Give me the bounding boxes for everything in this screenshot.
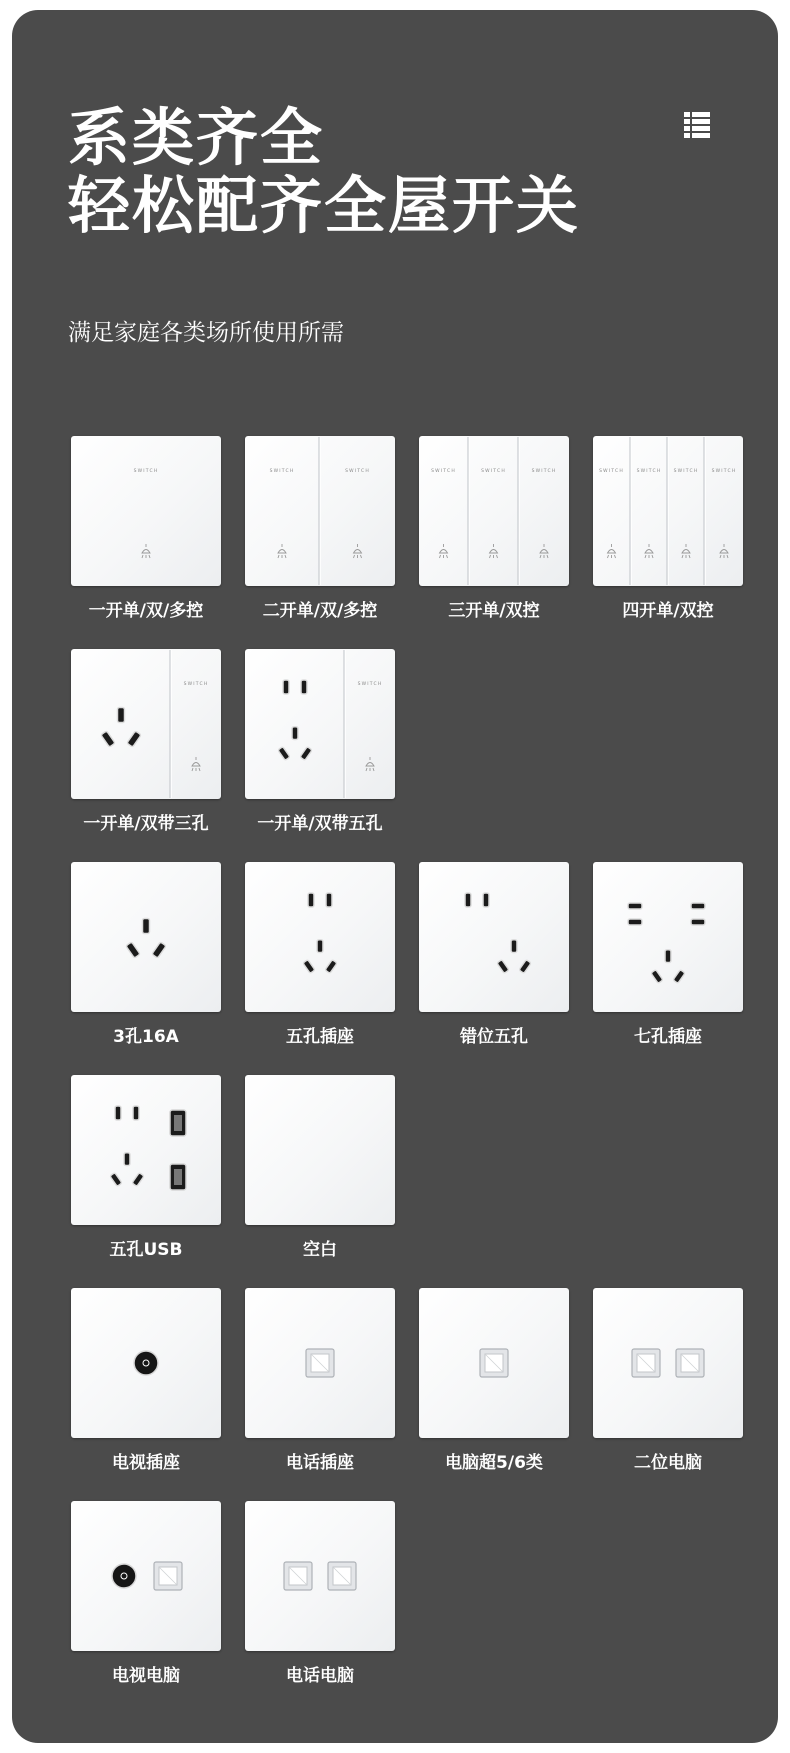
product-label: 二位电脑	[634, 1453, 702, 1473]
product-label: 一开单/双带三孔	[83, 814, 209, 834]
panel-graphic	[71, 649, 221, 799]
product-panel-switch-5hole	[245, 649, 395, 799]
product-panel-phone-computer	[245, 1501, 395, 1651]
product-item[interactable]	[245, 1075, 395, 1261]
page-title	[68, 101, 581, 242]
product-label: 七孔插座	[634, 1027, 702, 1047]
product-item[interactable]	[71, 1501, 221, 1687]
panel-graphic	[245, 1075, 395, 1225]
switch-text: SWITCH	[636, 469, 662, 474]
switch-text: SWITCH	[269, 469, 295, 474]
product-label: 三开单/双控	[448, 601, 540, 621]
product-panel-computer-2	[593, 1288, 743, 1438]
page-subtitle: 满足家庭各类场所使用所需	[68, 320, 344, 346]
list-icon-glyph	[684, 112, 710, 138]
two-hole-socket	[465, 893, 489, 907]
product-panel-socket-7hole	[593, 862, 743, 1012]
network-port-icon	[154, 1562, 182, 1590]
product-item[interactable]	[593, 1288, 743, 1474]
switch-text: SWITCH	[711, 469, 737, 474]
product-panel-tv-computer	[71, 1501, 221, 1651]
switch-key[interactable]	[358, 681, 383, 771]
product-panel-socket-5hole-usb	[71, 1075, 221, 1225]
product-label: 五孔插座	[286, 1027, 354, 1047]
product-item[interactable]	[71, 649, 221, 835]
switch-text: SWITCH	[599, 469, 624, 474]
two-hole-socket	[628, 903, 642, 925]
switch-key[interactable]	[481, 468, 506, 558]
light-icon	[192, 757, 200, 771]
panel-graphic	[593, 862, 743, 1012]
panel-graphic	[245, 1288, 395, 1438]
product-label: 电视电脑	[112, 1666, 180, 1686]
product-item[interactable]	[419, 1288, 569, 1474]
tv-port-icon	[112, 1564, 136, 1588]
product-panel-blank	[245, 1075, 395, 1225]
light-icon	[540, 544, 548, 558]
switch-text: SWITCH	[531, 469, 557, 474]
network-port-icon	[676, 1349, 704, 1377]
panel-graphic	[419, 1288, 569, 1438]
product-panel-tv	[71, 1288, 221, 1438]
product-item[interactable]	[593, 436, 743, 622]
switch-key[interactable]	[431, 468, 456, 558]
panel-graphic	[419, 436, 569, 586]
panel-graphic	[245, 1501, 395, 1651]
two-hole-socket	[283, 680, 307, 694]
product-label: 电话电脑	[286, 1666, 354, 1686]
network-port-icon	[632, 1349, 660, 1377]
switch-key[interactable]	[345, 468, 370, 558]
switch-key[interactable]	[712, 468, 737, 558]
title-line-2: 轻松配齐全屋开关	[68, 169, 581, 242]
three-hole-socket	[497, 940, 531, 974]
panel-graphic	[245, 862, 395, 1012]
switch-text: SWITCH	[357, 682, 383, 687]
light-icon	[720, 544, 728, 558]
product-item[interactable]	[593, 862, 743, 1048]
switch-text: SWITCH	[481, 469, 506, 474]
product-label: 五孔USB	[109, 1240, 183, 1260]
product-item[interactable]	[245, 436, 395, 622]
product-label: 电话插座	[286, 1453, 354, 1473]
light-icon	[366, 757, 374, 771]
switch-text: SWITCH	[133, 469, 159, 474]
two-hole-socket	[691, 903, 705, 925]
product-item[interactable]	[245, 862, 395, 1048]
two-hole-socket	[115, 1106, 139, 1120]
switch-key[interactable]	[270, 468, 295, 558]
product-label: 二开单/双/多控	[262, 601, 378, 621]
panel-graphic	[71, 436, 221, 586]
product-panel-socket-5hole-offset	[419, 862, 569, 1012]
product-item[interactable]	[71, 436, 221, 622]
panel-graphic	[71, 1288, 221, 1438]
light-icon	[682, 544, 690, 558]
panel-graphic	[71, 1075, 221, 1225]
three-hole-socket	[110, 1153, 144, 1187]
two-hole-socket	[308, 893, 332, 907]
product-label: 3孔16A	[113, 1027, 179, 1047]
three-hole-socket	[651, 950, 685, 984]
switch-key[interactable]	[674, 468, 699, 558]
product-item[interactable]	[71, 862, 221, 1048]
product-panel-phone	[245, 1288, 395, 1438]
switch-key[interactable]	[637, 468, 662, 558]
light-icon	[354, 544, 362, 558]
switch-key[interactable]	[532, 468, 557, 558]
usb-port-icon	[170, 1164, 186, 1190]
usb-port-icon	[170, 1110, 186, 1136]
list-icon[interactable]	[684, 112, 710, 138]
network-port-icon	[328, 1562, 356, 1590]
switch-text: SWITCH	[183, 682, 209, 687]
product-label: 四开单/双控	[622, 601, 714, 621]
panel-graphic	[419, 862, 569, 1012]
product-item[interactable]	[245, 1288, 395, 1474]
switch-text: SWITCH	[345, 469, 370, 474]
light-icon	[278, 544, 286, 558]
title-line-1: 系类齐全	[68, 101, 325, 174]
product-label: 错位五孔	[460, 1027, 528, 1047]
product-item[interactable]	[419, 436, 569, 622]
product-panel-computer	[419, 1288, 569, 1438]
product-label: 一开单/双/多控	[88, 601, 204, 621]
product-panel-switch-3hole	[71, 649, 221, 799]
three-hole-socket	[278, 727, 312, 761]
product-item[interactable]	[419, 862, 569, 1048]
light-icon	[440, 544, 448, 558]
product-item[interactable]	[71, 1288, 221, 1474]
product-panel-switch-1	[71, 436, 221, 586]
tv-port-icon	[134, 1351, 158, 1375]
product-panel-switch-2	[245, 436, 395, 586]
panel-graphic	[71, 862, 221, 1012]
light-icon	[142, 544, 150, 558]
product-item[interactable]	[245, 1501, 395, 1687]
network-port-icon	[284, 1562, 312, 1590]
switch-key[interactable]	[184, 681, 209, 771]
switch-text: SWITCH	[673, 469, 699, 474]
product-panel-switch-4	[593, 436, 743, 586]
light-icon	[645, 544, 653, 558]
switch-key[interactable]	[599, 468, 624, 558]
panel-graphic	[245, 436, 395, 586]
product-label: 一开单/双带五孔	[257, 814, 383, 834]
light-icon	[490, 544, 498, 558]
product-label: 电视插座	[112, 1453, 180, 1473]
switch-text: SWITCH	[431, 469, 456, 474]
three-hole-socket	[101, 708, 141, 748]
product-item[interactable]	[71, 1075, 221, 1261]
product-panel-socket-3hole	[71, 862, 221, 1012]
switch-key[interactable]	[134, 468, 159, 558]
panel-graphic	[245, 649, 395, 799]
light-icon	[608, 544, 616, 558]
three-hole-socket	[303, 940, 337, 974]
network-port-icon	[480, 1349, 508, 1377]
network-port-icon	[306, 1349, 334, 1377]
product-label: 电脑超5/6类	[445, 1453, 543, 1473]
three-hole-socket	[126, 919, 166, 959]
product-panel-switch-3	[419, 436, 569, 586]
panel-graphic	[593, 1288, 743, 1438]
panel-graphic	[71, 1501, 221, 1651]
product-label: 空白	[303, 1240, 337, 1260]
product-item[interactable]	[245, 649, 395, 835]
panel-graphic	[593, 436, 743, 586]
product-panel-socket-5hole	[245, 862, 395, 1012]
